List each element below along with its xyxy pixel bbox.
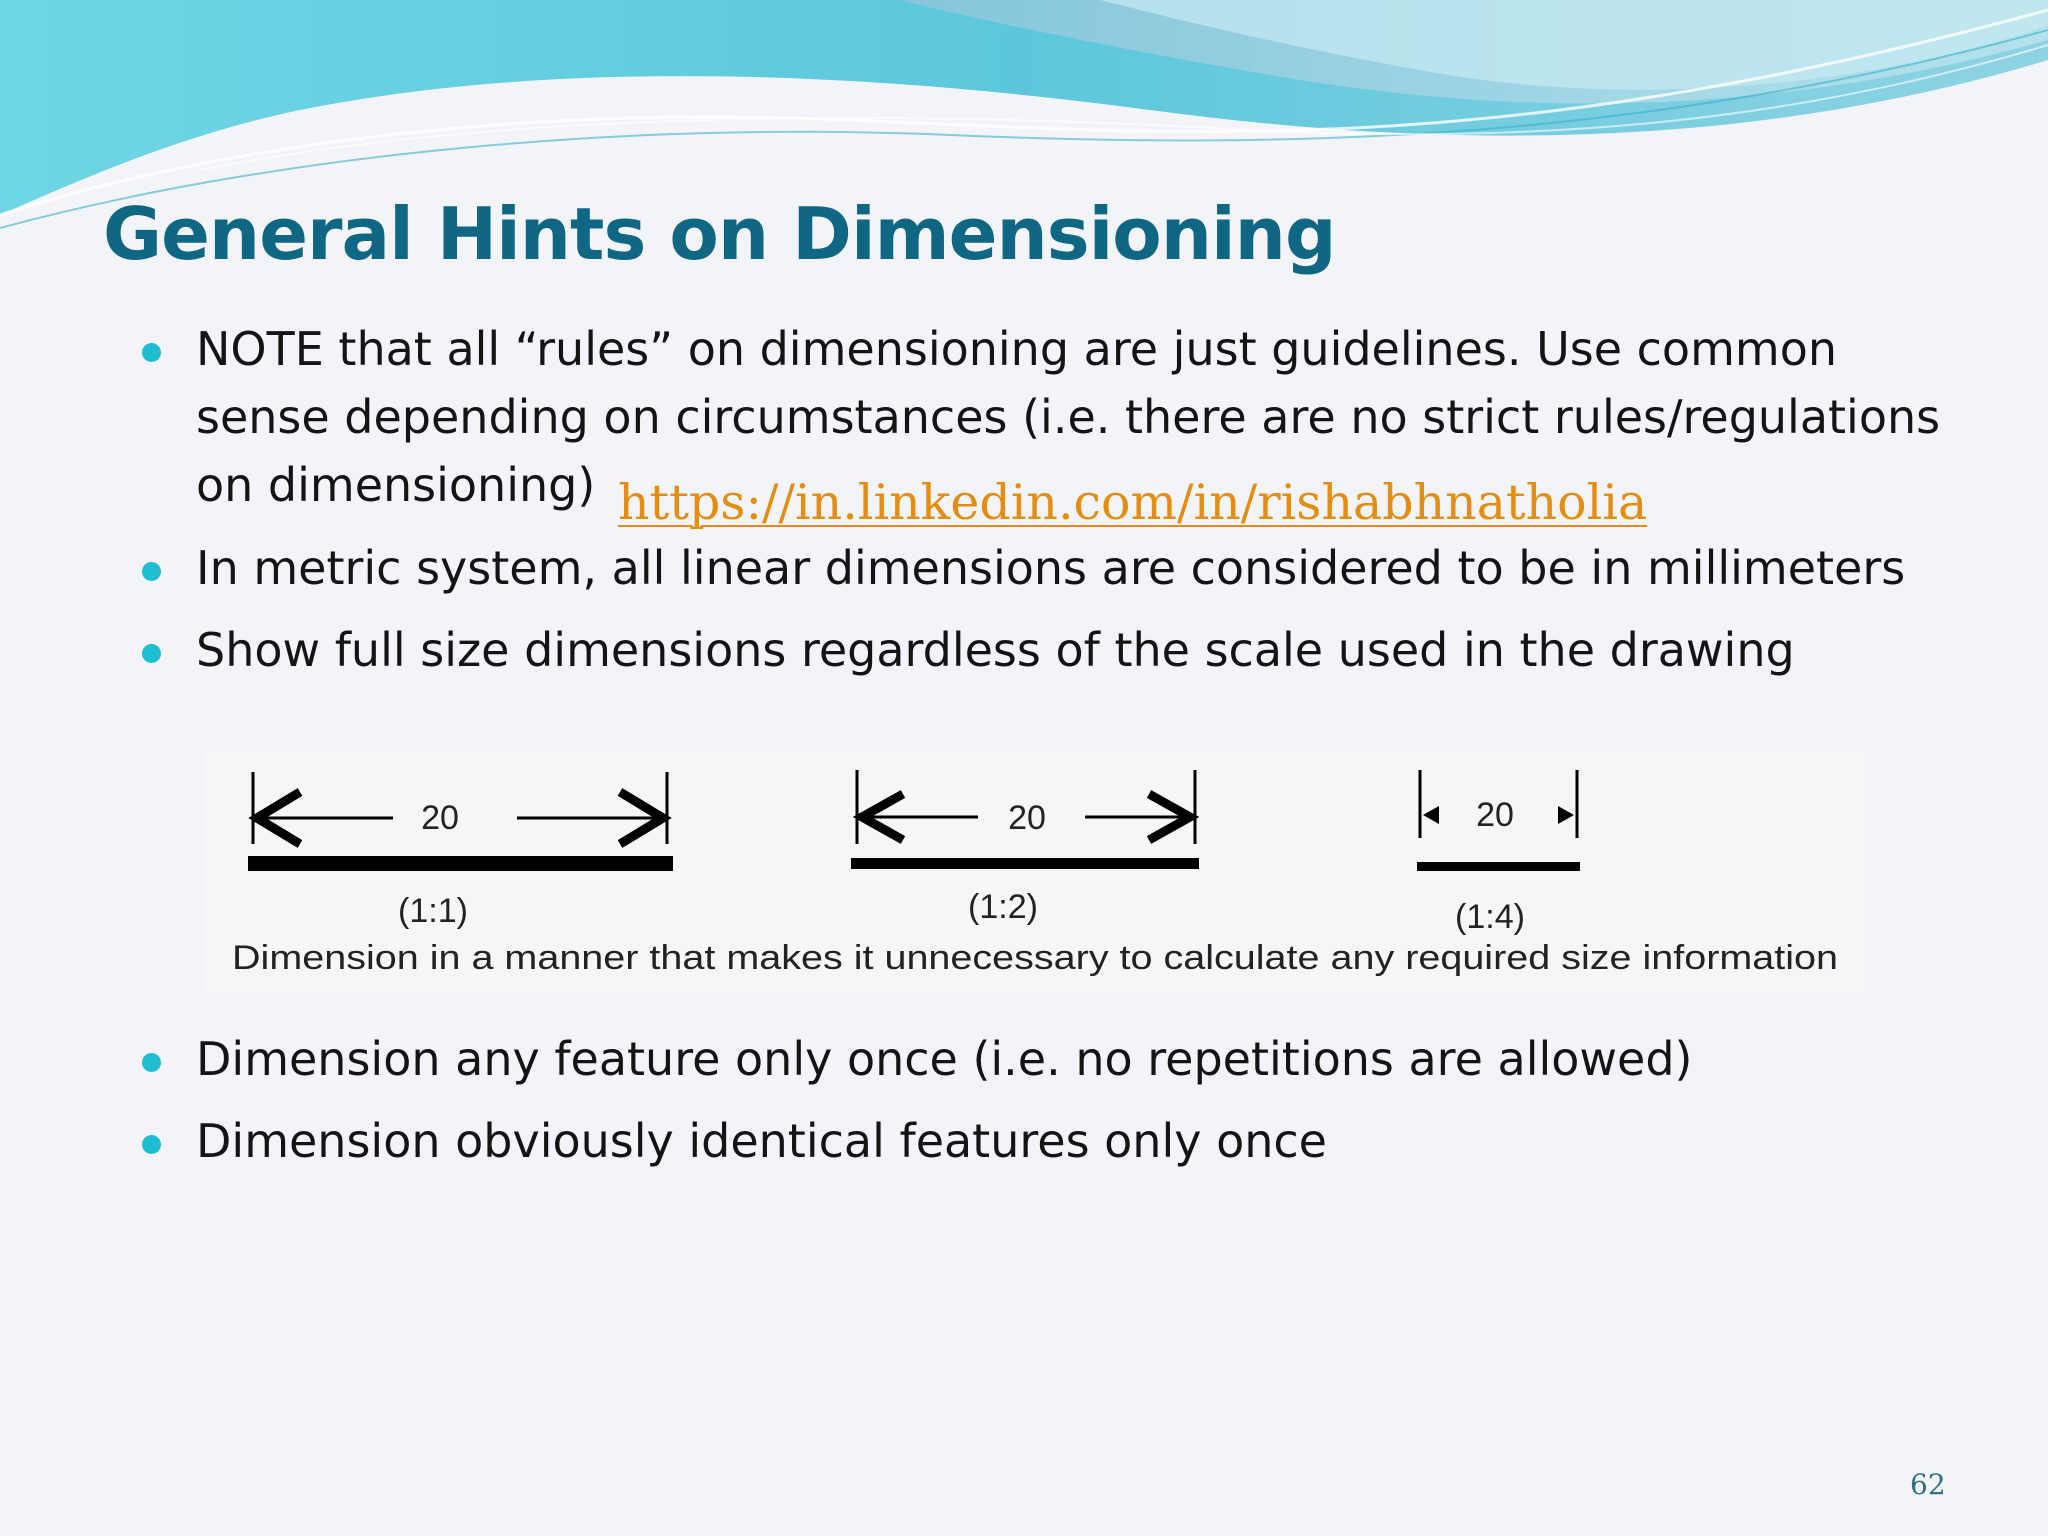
bullet-1-line-3: on dimensioning) (196, 458, 596, 512)
bullet-icon (142, 343, 161, 362)
bullet-5-line-1: Dimension obviously identical features only once (196, 1114, 1327, 1168)
dimension-example-1-4 (1417, 770, 1580, 936)
dimension-value: 20 (1008, 799, 1046, 837)
dimension-scale-figure (205, 752, 1865, 992)
linkedin-link[interactable]: https://in.linkedin.com/in/rishabhnatholia (618, 474, 1648, 531)
dimension-value: 20 (1476, 796, 1514, 834)
bullet-icon (142, 1135, 161, 1154)
dimension-value: 20 (421, 799, 459, 837)
bullet-1-line-2: sense depending on circumstances (i.e. there are no strict rules/regulations (196, 390, 1941, 444)
figure-caption: Dimension in a manner that makes it unnecessary to calculate any required size information (232, 939, 1838, 977)
scale-label: (1:2) (968, 888, 1038, 926)
bullet-icon (142, 644, 161, 663)
dimension-example-1-2 (851, 770, 1199, 926)
bullet-1-line-1: NOTE that all “rules” on dimensioning are just guidelines. Use common (196, 322, 1837, 376)
scale-label: (1:1) (398, 892, 468, 930)
page-number: 62 (1910, 1468, 1946, 1501)
slide-title: General Hints on Dimensioning (103, 192, 1336, 276)
bullet-2-line-1: In metric system, all linear dimensions are considered to be in millimeters (196, 541, 1906, 595)
bullet-icon (142, 1053, 161, 1072)
dimension-diagram (205, 752, 1865, 992)
bullet-4-line-1: Dimension any feature only once (i.e. no repetitions are allowed) (196, 1032, 1693, 1086)
bullet-icon (142, 562, 161, 581)
dimension-example-1-1 (248, 772, 673, 930)
scale-label: (1:4) (1455, 898, 1525, 936)
bullet-3-line-1: Show full size dimensions regardless of the scale used in the drawing (196, 623, 1795, 677)
